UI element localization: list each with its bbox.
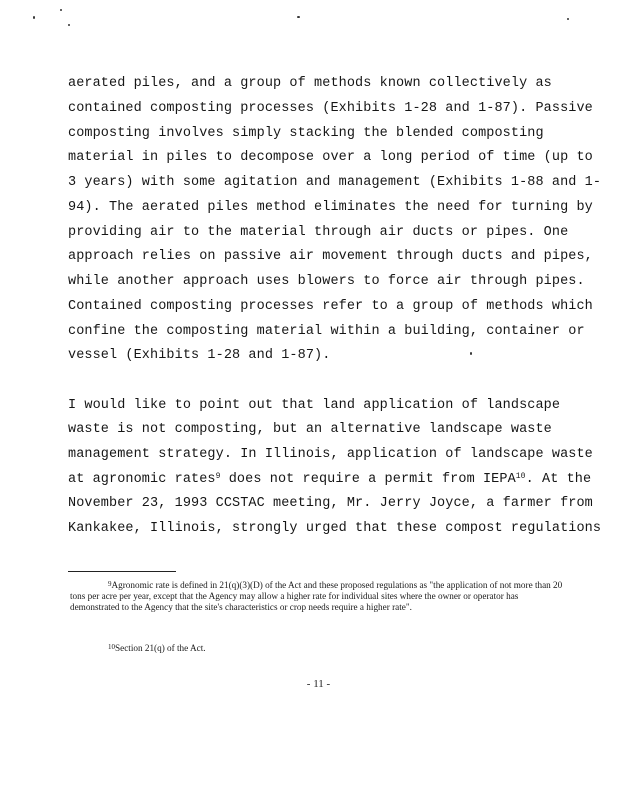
scan-speck <box>297 16 300 18</box>
footnote-ref: 9 <box>215 472 221 481</box>
body-line: November 23, 1993 CCSTAC meeting, Mr. Jerry Joyce, a farmer from <box>68 496 593 511</box>
footnote-number: 10 <box>108 643 115 651</box>
body-line: Contained composting processes refer to a group of methods which <box>68 299 593 314</box>
footnote-ref: 10 <box>515 472 526 481</box>
footnote <box>70 580 568 614</box>
scan-speck <box>33 16 35 19</box>
body-line: approach relies on passive air movement through ducts and pipes, <box>68 249 593 264</box>
body-line: material in piles to decompose over a long period of time (up to <box>68 150 593 165</box>
body-line: aerated piles, and a group of methods known collectively as <box>68 76 552 91</box>
footnote <box>70 643 568 654</box>
body-line: management strategy. In Illinois, application of landscape waste <box>68 447 593 462</box>
scan-speck <box>470 352 472 355</box>
body-line: waste is not composting, but an alternative landscape waste <box>68 422 552 437</box>
scan-speck <box>567 18 569 20</box>
body-line: while another approach uses blowers to force air through pipes. <box>68 274 585 289</box>
scan-speck <box>68 24 70 26</box>
footnote-text: Agronomic rate is defined in 21(q)(3)(D) of the Act and these proposed regulations as "the application of not more than 20 tons per acre per year, except that the Agency may allow a higher rate for individual sites where the owner or operator has demonstrated to the Agency that the site's characteristics or crop needs require a higher rate". <box>70 580 563 613</box>
body-line: providing air to the material through air ducts or pipes. One <box>68 225 569 240</box>
scan-speck <box>60 9 62 11</box>
body-line: vessel (Exhibits 1-28 and 1-87). <box>68 348 331 363</box>
body-line: composting involves simply stacking the blended composting <box>68 126 544 141</box>
body-line: Kankakee, Illinois, strongly urged that these compost regulations <box>68 521 602 536</box>
body-line: I would like to point out that land application of landscape <box>68 398 561 413</box>
footnote-number: 9 <box>108 580 112 588</box>
body-line: contained composting processes (Exhibits 1-28 and 1-87). Passive <box>68 101 593 116</box>
footnote-text: Section 21(q) of the Act. <box>115 643 206 653</box>
body-line: 3 years) with some agitation and management (Exhibits 1-88 and 1- <box>68 175 602 190</box>
footnote-divider <box>68 571 176 572</box>
body-line: at agronomic rates$^9$ does not require a permit from IEPA$^{10}$. At the <box>68 472 592 487</box>
body-line: confine the composting material within a building, container or <box>68 324 585 339</box>
body-line: 94). The aerated piles method eliminates the need for turning by <box>68 200 593 215</box>
page-number: - 11 - <box>306 678 331 690</box>
